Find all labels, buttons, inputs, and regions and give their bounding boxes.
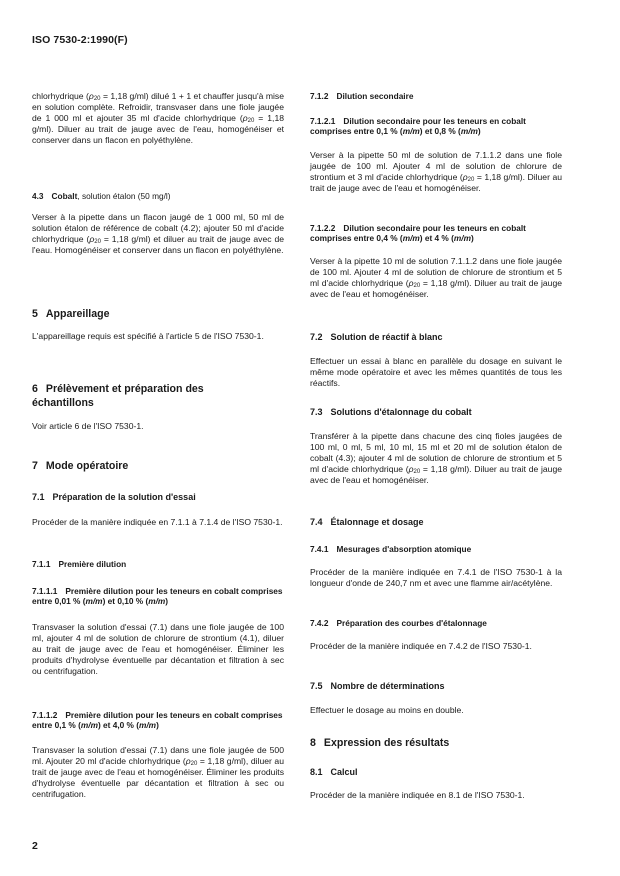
heading-7-5: 7.5 Nombre de déterminations [310,681,445,691]
paragraph-6: Voir article 6 de l'ISO 7530-1. [32,421,144,431]
heading-7-1-1: 7.1.1 Première dilution [32,559,127,569]
paragraph-7-1-2-2: Verser à la pipette 10 ml de solution 7.1.1.2 dans une fiole jaugée de 100 ml. Ajouter 4 ml de solution de chlorure de strontium et 5 ml d'acide chlorhydrique ($\rho_{20} = 1,18$ g/ml). Diluer au trait de jauge avec de l'eau et homogénéiser. [310,256,563,299]
heading-7-1-1-2: 7.1.1.2 Première dilution pour les teneurs en cobalt comprises entre 0,1 % (m/m) et 4,0 % (m/m) [32,710,283,731]
heading-8: 8 Expression des résultats [310,737,450,749]
heading-7: 7 Mode opératoire [32,460,129,472]
heading-7-4-2: 7.4.2 Préparation des courbes d'étalonnage [310,618,487,628]
heading-7-1-2-2: 7.1.2.2 Dilution secondaire pour les teneurs en cobalt comprises entre 0,4 % (m/m) et 4 % (m/m) [310,223,526,244]
paragraph-7-4-2: Procéder de la manière indiquée en 7.4.2 de l'ISO 7530-1. [310,641,532,651]
paragraph-7-1-1-2: Transvaser la solution d'essai (7.1) dans une fiole jaugée de 500 ml. Ajouter 20 ml d'acide chlorhydrique ($\rho_{20} = 1,18$ g/ml), diluer au trait de jauge avec de l'eau et homogénéiser. Éliminer les produits d'hydrolyse éventuelle par décantation et filtration à sec ou centrifugation. [32,745,284,799]
page-number: 2 [32,840,38,852]
paragraph-7-3: Transférer à la pipette dans chacune des cinq fioles jaugées de 100 ml, 0 ml, 5 ml, 10 ml, 15 ml et 20 ml de solution étalon de cobalt (4.3); ajouter 4 ml de solution de chlorure de strontium et 5 ml d'acide chlorhydrique ($\rho_{20} = 1,18$ g/ml). Diluer au trait de jauge avec de l'eau et homogénéiser. [310,431,563,485]
paragraph-7-4-1: Procéder de la manière indiquée en 7.4.1 de l'ISO 7530-1 à la longueur d'onde de 240,7 nm et avec une flamme air/acétylène. [310,567,562,588]
paragraph-8-1: Procéder de la manière indiquée en 8.1 de l'ISO 7530-1. [310,790,525,800]
document-header: ISO 7530-2:1990(F) [32,34,128,46]
heading-7-1-2-1: 7.1.2.1 Dilution secondaire pour les teneurs en cobalt comprises entre 0,1 % (m/m) et 0,8 % (m/m) [310,116,526,137]
heading-7-2: 7.2 Solution de réactif à blanc [310,332,443,342]
paragraph-7-1-2-1: Verser à la pipette 50 ml de solution de 7.1.1.2 dans une fiole jaugée de 100 ml. Ajouter 4 ml de solution de chlorure de strontium et 3 ml d'acide chlorhydrique ($\rho_{20} = 1,18$ g/ml). Diluer au trait de jauge avec de l'eau et homogénéiser. [310,150,562,193]
paragraph-7-5: Effectuer le dosage au moins en double. [310,705,464,715]
heading-7-3: 7.3 Solutions d'étalonnage du cobalt [310,407,472,417]
heading-7-1-2: 7.1.2 Dilution secondaire [310,91,414,101]
paragraph-5: L'appareillage requis est spécifié à l'article 5 de l'ISO 7530-1. [32,331,264,341]
paragraph-7-2: Effectuer un essai à blanc en parallèle du dosage en suivant le même mode opératoire et avec les mêmes quantités de tous les réactifs. [310,356,562,388]
paragraph-7-1-1-1: Transvaser la solution d'essai (7.1) dans une fiole jaugée de 100 ml, ajouter 4 ml de solution de chlorure de strontium (4.1), diluer au trait de jauge avec de l'eau et homogénéiser. Éliminer les produits d'hydrolyse éventuelle par décantation et filtration à sec ou centrifugation. [32,622,284,676]
heading-8-1: 8.1 Calcul [310,767,358,777]
heading-7-1-1-1: 7.1.1.1 Première dilution pour les teneurs en cobalt comprises entre 0,01 % (m/m) et 0,10 % (m/m) [32,586,283,607]
heading-7-4-1: 7.4.1 Mesurages d'absorption atomique [310,544,472,554]
heading-7-1: 7.1 Préparation de la solution d'essai [32,492,196,502]
heading-5: 5 Appareillage [32,308,110,320]
heading-4-3: 4.3 Cobalt, solution étalon (50 mg/l) [32,191,171,201]
heading-7-4: 7.4 Étalonnage et dosage [310,517,424,527]
paragraph-4-2-continuation: chlorhydrique ($\rho_{20} = 1,18$ g/ml) dilué 1 + 1 et chauffer jusqu'à mise en solution complète. Refroidir, transvaser dans une fiole jaugée de 1 000 ml et ajouter 35 ml d'acide chlorhydrique ($\rho_{20} = 1,18$ g/ml). Diluer au trait de jauge avec de l'eau, homogénéiser et conserver dans un flacon en polyéthylène. [32,91,285,145]
paragraph-4-3: Verser à la pipette dans un flacon jaugé de 1 000 ml, 50 ml de solution étalon de référence de cobalt (4.2); ajouter 50 ml d'acide chlorhydrique ($\rho_{20} = 1,18$ g/ml) et diluer au trait de jauge avec de l'eau. Homogénéiser et conserver dans un flacon en polyéthylène. [32,212,285,255]
heading-6: 6 Prélèvement et préparation des échantillons [32,383,204,409]
paragraph-7-1: Procéder de la manière indiquée en 7.1.1 à 7.1.4 de l'ISO 7530-1. [32,517,283,527]
